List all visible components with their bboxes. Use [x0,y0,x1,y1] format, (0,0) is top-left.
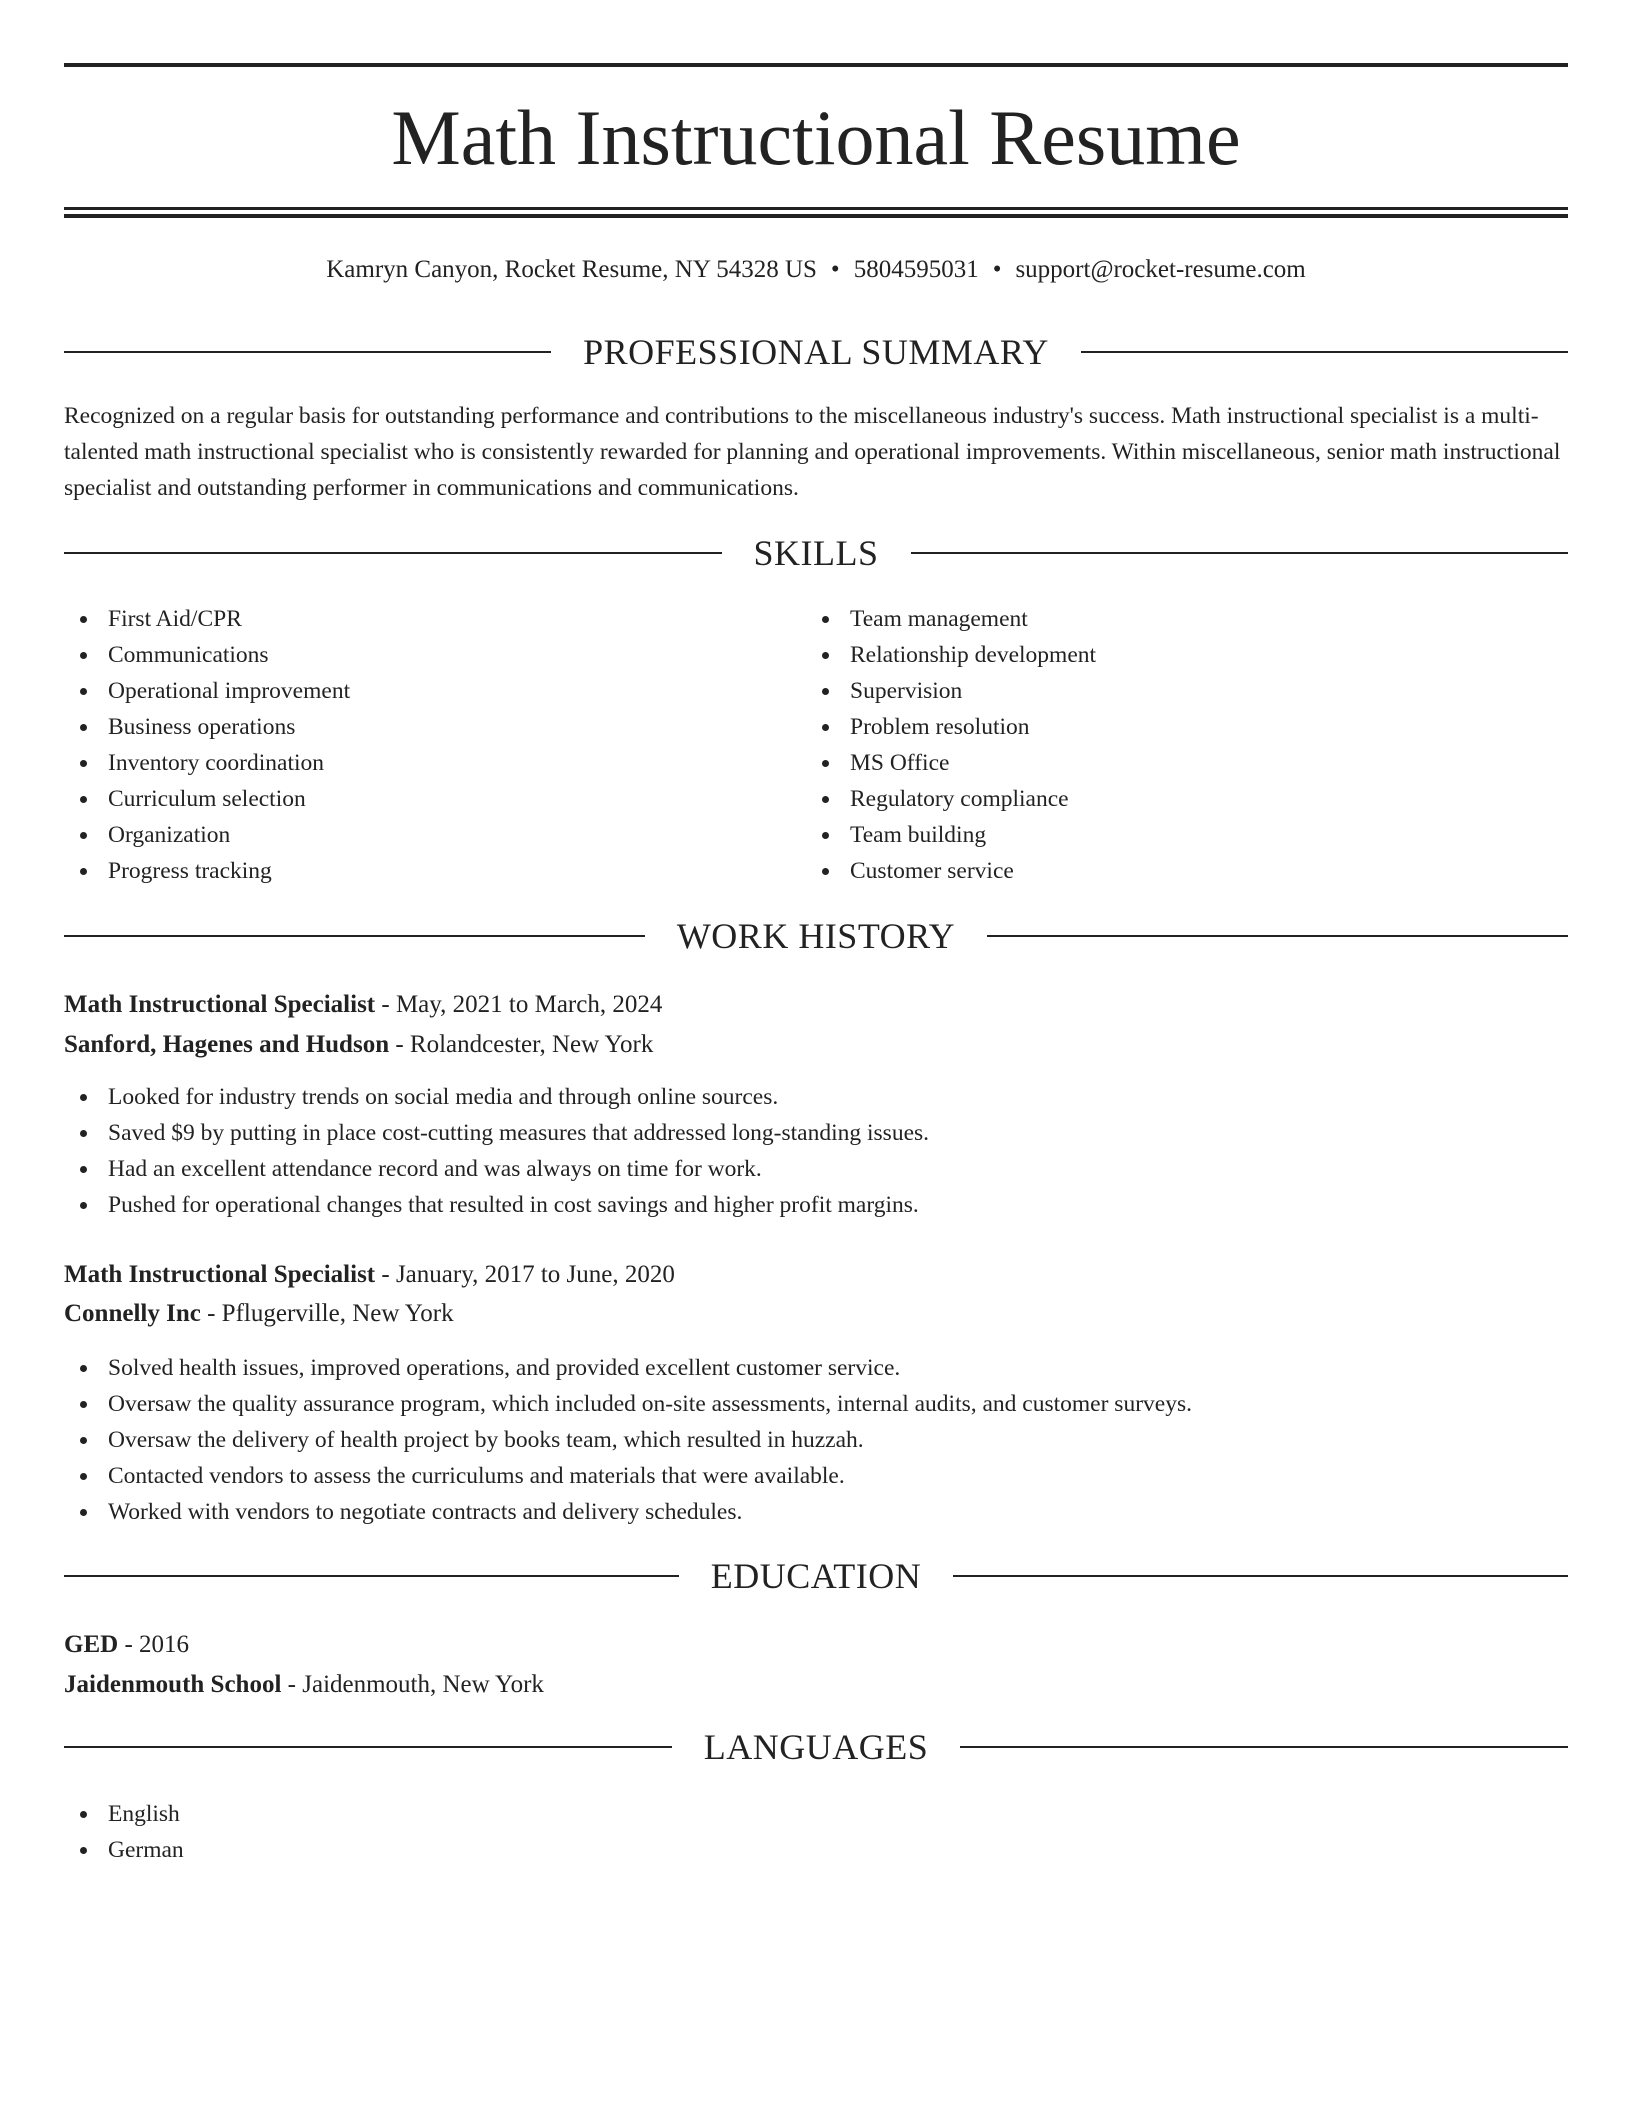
heading-rule-right [911,552,1569,554]
skill-item: Customer service [806,853,1096,889]
heading-rule-right [987,935,1568,937]
job-title: Math Instructional Specialist [64,991,376,1018]
job-company: Sanford, Hagenes and Hudson [64,1031,390,1058]
section-title: SKILLS [753,533,879,573]
education-degree: GED [64,1631,119,1658]
section-title: LANGUAGES [703,1727,929,1767]
heading-rule-left [64,1746,672,1748]
job-company: Connelly Inc [64,1300,201,1327]
contact-separator: • [992,256,1002,283]
skill-item: MS Office [806,745,1096,781]
job-duties-list [64,1079,929,1223]
education-location: - Jaidenmouth, New York [281,1671,544,1698]
heading-rule-left [64,552,722,554]
job-title-line [64,1256,675,1294]
heading-rule-right [953,1575,1568,1577]
skill-item: Organization [64,817,350,853]
title-rule-upper [64,207,1568,210]
job-duty: Solved health issues, improved operations, and provided excellent customer service. [64,1350,1192,1386]
job-duty: Pushed for operational changes that resulted in cost savings and higher profit margins. [64,1187,929,1223]
title-rule-lower [64,214,1568,218]
job-duty: Oversaw the delivery of health project by books team, which resulted in huzzah. [64,1422,1192,1458]
skill-item: Team building [806,817,1096,853]
skill-item: Operational improvement [64,673,350,709]
skill-item: Progress tracking [64,853,350,889]
job-company-line [64,1026,653,1064]
job-duty: Contacted vendors to assess the curriculums and materials that were available. [64,1458,1192,1494]
section-heading-languages [64,1724,1568,1770]
skill-item: Inventory coordination [64,745,350,781]
contact-email: support@rocket-resume.com [1015,256,1306,283]
contact-separator: • [830,256,840,283]
heading-rule-right [1081,351,1568,353]
job-duty: Had an excellent attendance record and was always on time for work. [64,1151,929,1187]
education-school: Jaidenmouth School [64,1671,282,1698]
language-item: English [64,1796,184,1832]
job-dates: - May, 2021 to March, 2024 [375,991,663,1018]
skill-item: Communications [64,637,350,673]
contact-phone: 5804595031 [853,256,979,283]
education-school-line [64,1666,544,1704]
heading-rule-left [64,935,645,937]
skill-item: Regulatory compliance [806,781,1096,817]
resume-title: Math Instructional Resume [391,94,1241,181]
skill-item: Problem resolution [806,709,1096,745]
section-heading-education [64,1553,1568,1599]
education-year: - 2016 [118,1631,190,1658]
job-duty: Worked with vendors to negotiate contracts and delivery schedules. [64,1494,1192,1530]
summary-text: Recognized on a regular basis for outstanding performance and contributions to the miscellaneous industry's success. Math instructional specialist is a multi-talented math instructional specialist who is consistently rewarded for planning and operational improvements. Within miscellaneous, senior math instructional specialist and outstanding performer in communications and communications. [64,403,1561,501]
skill-item: Supervision [806,673,1096,709]
section-title: PROFESSIONAL SUMMARY [583,332,1049,372]
job-location: - Rolandcester, New York [389,1031,654,1058]
job-title-line [64,986,662,1024]
heading-rule-left [64,1575,679,1577]
skill-item: Curriculum selection [64,781,350,817]
job-dates: - January, 2017 to June, 2020 [375,1261,675,1288]
section-heading-work-history [64,913,1568,959]
section-heading-summary [64,329,1568,375]
languages-list [64,1796,184,1868]
education-degree-line [64,1626,189,1664]
section-title: EDUCATION [710,1556,922,1596]
contact-line [64,252,1568,288]
skill-item: Team management [806,601,1096,637]
section-title: WORK HISTORY [676,916,956,956]
language-item: German [64,1832,184,1868]
heading-rule-left [64,351,551,353]
contact-address: Kamryn Canyon, Rocket Resume, NY 54328 US [326,256,817,283]
job-location: - Pflugerville, New York [200,1300,454,1327]
job-title: Math Instructional Specialist [64,1261,376,1288]
section-heading-skills [64,530,1568,576]
skills-list-right [806,601,1096,889]
skill-item: Relationship development [806,637,1096,673]
heading-rule-right [960,1746,1568,1748]
job-duty: Saved $9 by putting in place cost-cutting measures that addressed long-standing issues. [64,1115,929,1151]
job-duty: Looked for industry trends on social media and through online sources. [64,1079,929,1115]
job-duty: Oversaw the quality assurance program, which included on-site assessments, internal audits, and customer surveys. [64,1386,1192,1422]
job-company-line [64,1295,454,1333]
top-rule [64,63,1568,67]
skill-item: Business operations [64,709,350,745]
skills-list-left [64,601,350,889]
skill-item: First Aid/CPR [64,601,350,637]
job-duties-list [64,1350,1192,1530]
